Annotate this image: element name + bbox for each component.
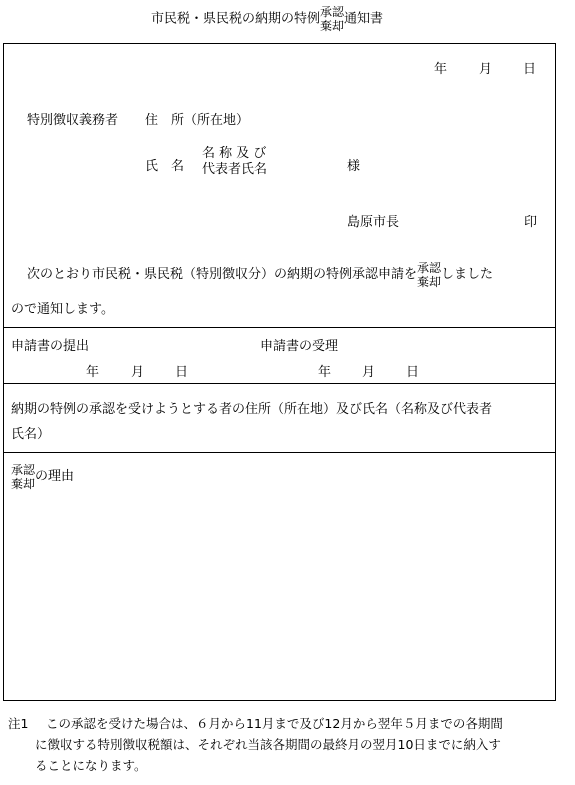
title-choice: [320, 5, 344, 33]
received-day: 日: [406, 365, 420, 380]
body-choice: [417, 261, 441, 289]
name-alt-label: [202, 146, 267, 178]
footnote-text: [35, 713, 574, 776]
date-month: 月: [479, 62, 493, 77]
honorific: 様: [347, 159, 361, 174]
title-choice-reject: 棄却: [320, 19, 345, 33]
applicant-line1: 納期の特例の承認を受けようとする者の住所（所在地）及び氏名（名称及び代表者: [11, 402, 493, 417]
body-line2: ので通知します。: [11, 302, 114, 317]
name-alt-line2: 代表者氏名: [202, 162, 268, 177]
document-title: [151, 5, 383, 34]
date-day: 日: [523, 62, 537, 77]
body-choice-reject: 棄却: [417, 274, 442, 289]
title-prefix: 市民税・県民税の納期の特例: [151, 11, 321, 27]
submitted-month: 月: [131, 365, 145, 380]
received-month: 月: [362, 365, 376, 380]
reason-label: [11, 462, 74, 492]
divider-2: [3, 383, 556, 384]
name-label: 氏 名: [145, 159, 185, 174]
body-line1: [27, 260, 493, 290]
applicant-line2: 氏名）: [11, 427, 51, 442]
name-alt-line1: 名 称 及 び: [202, 146, 267, 161]
footnote-number: 注1: [8, 716, 29, 731]
footnote-line1: この承認を受けた場合は、６月から11月まで及び12月から翌年５月までの各期間: [46, 716, 503, 731]
footnote-line3: ることになります。: [35, 758, 147, 773]
reason-choice-approve: 承認: [11, 462, 36, 477]
title-choice-approve: 承認: [320, 5, 345, 19]
reason-suffix: の理由: [35, 469, 75, 484]
body-line1-suffix: しました: [441, 267, 494, 282]
received-year: 年: [318, 365, 332, 380]
title-suffix: 通知書: [344, 11, 384, 27]
submitted-day: 日: [175, 365, 189, 380]
body-choice-approve: 承認: [417, 260, 442, 275]
received-label: 申請書の受理: [260, 339, 339, 354]
seal-mark: 印: [524, 215, 538, 230]
submitted-label: 申請書の提出: [11, 339, 90, 354]
date-year: 年: [434, 62, 448, 77]
reason-choice-reject: 棄却: [11, 476, 36, 491]
reason-choice: [11, 463, 35, 491]
divider-1: [3, 327, 556, 328]
footnote-line2: に徴収する特別徴収税額は、それぞれ当該各期間の最終月の翌月10日までに納入す: [35, 737, 501, 752]
submitted-year: 年: [86, 365, 100, 380]
divider-3: [3, 452, 556, 453]
issuer-name: 島原市長: [347, 215, 400, 230]
body-line1-prefix: 次のとおり市民税・県民税（特別徴収分）の納期の特例承認申請を: [27, 267, 418, 282]
address-label: 住 所（所在地）: [145, 113, 250, 128]
obligor-label: 特別徴収義務者: [27, 113, 119, 128]
